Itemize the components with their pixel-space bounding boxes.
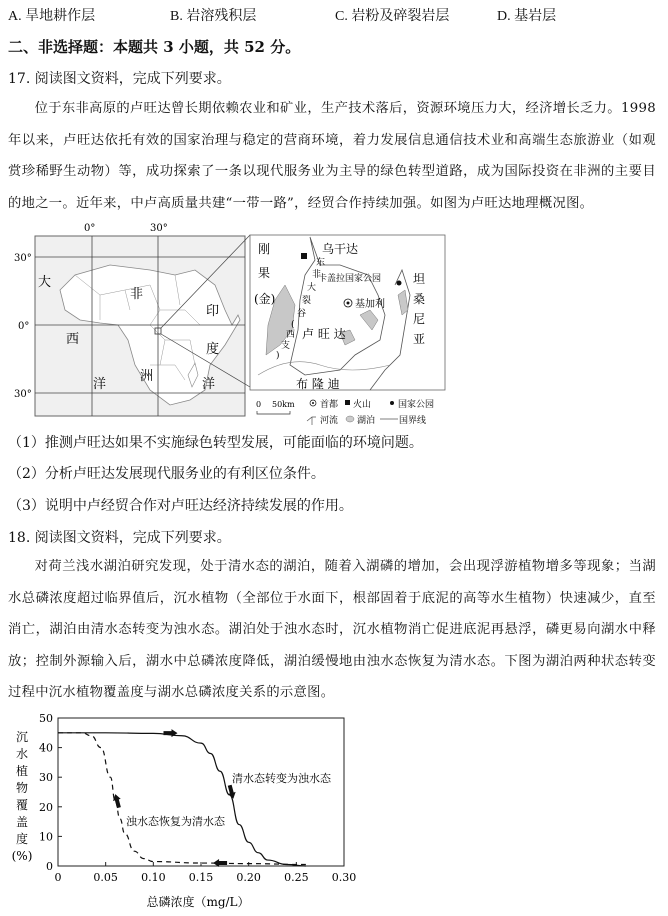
series-line-turbid-to-clear bbox=[58, 733, 306, 865]
y-axis-label-char: 盖 bbox=[15, 815, 29, 829]
series-line-clear-to-turbid bbox=[58, 733, 306, 866]
q17-paragraph bbox=[8, 93, 656, 219]
y-tick-label: 40 bbox=[39, 741, 53, 755]
series-label-forward: 清水态转变为浊水态 bbox=[232, 772, 331, 785]
rift-label-char: 东 bbox=[316, 258, 326, 268]
continent-label: 洲 bbox=[140, 369, 154, 384]
option-letter: B. bbox=[170, 9, 183, 24]
y-tick-label: 20 bbox=[39, 800, 53, 814]
arrow-down-icon bbox=[228, 785, 236, 799]
lon-label: 30° bbox=[150, 223, 168, 234]
q17-subquestion-3: （3）说明中卢经贸合作对卢旺达经济持续发展的作用。 bbox=[8, 498, 353, 514]
rift-label-char: 裂 bbox=[302, 296, 312, 306]
rift-label-char: 支 bbox=[281, 341, 291, 351]
country-label-rwanda: 卢 旺 达 bbox=[302, 327, 346, 341]
y-tick-label: 30 bbox=[39, 771, 53, 785]
q17-subquestion-1: （1）推测卢旺达如果不实施绿色转型发展，可能面临的环境问题。 bbox=[8, 435, 423, 451]
ocean-label: 洋 bbox=[202, 377, 216, 392]
option-text: 岩粉及碎裂岩层 bbox=[351, 9, 450, 24]
rift-label-char: ) bbox=[276, 351, 280, 361]
map-legend bbox=[256, 398, 434, 425]
legend-label: 国界线 bbox=[399, 416, 427, 425]
legend-label: 首都 bbox=[320, 400, 339, 410]
country-label-burundi: 布 隆 迪 bbox=[296, 377, 340, 391]
volcano-icon bbox=[301, 253, 307, 259]
q17-heading: 17. 阅读图文资料，完成下列要求。 bbox=[8, 71, 231, 87]
capital-label: 基加利 bbox=[355, 299, 385, 310]
y-axis-label-char: 植 bbox=[15, 764, 29, 778]
x-tick-label: 0.10 bbox=[141, 871, 166, 884]
ocean-label: 度 bbox=[206, 342, 220, 357]
scale-start: 0 bbox=[256, 400, 262, 409]
africa-inset bbox=[14, 223, 250, 416]
country-label-congo: (金) bbox=[254, 292, 276, 306]
rwanda-detail-map bbox=[250, 235, 445, 391]
ocean-label: 大 bbox=[38, 275, 52, 290]
lake-icon bbox=[346, 416, 354, 422]
scale-end: 50km bbox=[272, 400, 295, 409]
q17-paragraph-text: 位于东非高原的卢旺达曾长期依赖农业和矿业，生产技术落后，资源环境压力大，经济增长乏力。1998年以来，卢旺达依托有效的国家治理与稳定的营商环境，着力发展信息通信技术业和高端生态旅游业（如观赏珍稀野生动物）等，成功探索了一条以现代服务业为主导的绿色转型道路，成为国际投资在非洲的主要目的地之一。近年来，中卢高质量共建“一带一路”，经贸合作持续加强。如图为卢旺达地理概况图。 bbox=[8, 101, 656, 211]
x-tick-label: 0.30 bbox=[331, 871, 357, 884]
q18-paragraph bbox=[8, 551, 656, 709]
country-label-tanzania: 坦 bbox=[413, 272, 426, 286]
ocean-label: 洋 bbox=[93, 377, 107, 392]
x-tick-label: 0.15 bbox=[188, 871, 214, 884]
rift-label-char: 非 bbox=[312, 270, 322, 280]
capital-icon-dot bbox=[347, 302, 350, 305]
park-icon bbox=[390, 401, 394, 405]
option-a bbox=[8, 5, 95, 25]
rift-label-char: ( bbox=[291, 320, 295, 330]
park-icon bbox=[397, 281, 402, 286]
y-axis-label-char: (%) bbox=[11, 849, 33, 863]
section-title: 二、非选择题：本题共 3 小题，共 52 分。 bbox=[8, 38, 301, 56]
x-axis-label: 总磷浓度（mg/L） bbox=[146, 895, 250, 909]
series-label-recovery: 浊水态恢复为清水态 bbox=[126, 815, 225, 828]
option-d bbox=[497, 5, 556, 25]
volcano-icon bbox=[345, 400, 350, 405]
phosphorus-coverage-chart bbox=[0, 705, 360, 916]
country-label-tanzania: 尼 bbox=[413, 312, 426, 326]
park-label: 卡盖拉国家公园 bbox=[318, 274, 382, 284]
x-tick-label: 0.20 bbox=[236, 871, 261, 884]
country-label-congo: 果 bbox=[258, 266, 271, 280]
scale-bar bbox=[257, 411, 290, 414]
q18-heading: 18. 阅读图文资料，完成下列要求。 bbox=[8, 530, 231, 546]
legend-label: 湖泊 bbox=[357, 416, 376, 425]
option-letter: D. bbox=[497, 9, 511, 24]
country-label-tanzania: 亚 bbox=[413, 332, 426, 346]
option-text: 基岩层 bbox=[514, 9, 557, 24]
lat-label: 30° bbox=[14, 253, 32, 264]
capital-icon-dot bbox=[312, 402, 314, 404]
y-axis-label-char: 度 bbox=[15, 832, 29, 846]
option-letter: A. bbox=[8, 9, 22, 24]
x-tick-label: 0 bbox=[54, 871, 62, 884]
y-tick-label: 50 bbox=[39, 712, 53, 725]
rift-label-char: 大 bbox=[307, 283, 317, 293]
river-icon bbox=[307, 417, 316, 425]
option-text: 岩溶残积层 bbox=[186, 9, 257, 24]
option-c bbox=[335, 5, 449, 25]
lat-label: 0° bbox=[18, 321, 30, 332]
continent-label: 非 bbox=[130, 287, 144, 302]
option-letter: C. bbox=[335, 9, 348, 24]
africa-map bbox=[0, 215, 450, 425]
country-label-uganda: 乌干达 bbox=[322, 242, 359, 256]
q18-paragraph-text: 对荷兰浅水湖泊研究发现，处于清水态的湖泊，随着入湖磷的增加，会出现浮游植物增多等现象；当湖水总磷浓度超过临界值后，沉水植物（全部位于水面下，根部固着于底泥的高等水生植物）快速减少，直至消亡，湖泊由清水态转变为浊水态。湖泊处于浊水态时，沉水植物消亡促进底泥再悬浮，磷更易向湖水中释放；控制外源输入后，湖水中总磷浓度降低，湖泊缓慢地由浊水态恢复为清水态。下图为湖泊两种状态转变过程中沉水植物覆盖度与湖水总磷浓度关系的示意图。 bbox=[8, 559, 656, 700]
plot-frame bbox=[58, 718, 344, 866]
option-text: 旱地耕作层 bbox=[25, 9, 96, 24]
lon-label: 0° bbox=[84, 223, 96, 234]
y-tick-label: 10 bbox=[39, 830, 53, 844]
y-tick-label: 0 bbox=[46, 860, 53, 873]
y-axis-label-char: 水 bbox=[15, 747, 29, 761]
x-tick-label: 0.05 bbox=[93, 871, 118, 884]
rift-label-char: 谷 bbox=[297, 309, 307, 319]
y-axis-label-char: 物 bbox=[15, 781, 29, 795]
lat-label: 30° bbox=[14, 389, 32, 400]
legend-label: 火山 bbox=[353, 400, 372, 410]
legend-label: 国家公园 bbox=[398, 400, 435, 410]
q17-subquestion-2: （2）分析卢旺达发展现代服务业的有利区位条件。 bbox=[8, 466, 325, 482]
y-axis-label-char: 覆 bbox=[15, 798, 29, 812]
ocean-label: 西 bbox=[66, 332, 80, 347]
legend-label: 河流 bbox=[320, 416, 339, 425]
country-label-tanzania: 桑 bbox=[413, 292, 426, 306]
y-axis-label-char: 沉 bbox=[15, 730, 29, 744]
x-tick-label: 0.25 bbox=[284, 871, 309, 884]
rift-label-char: 西 bbox=[286, 330, 296, 340]
option-b bbox=[170, 5, 256, 25]
country-label-congo: 刚 bbox=[258, 242, 271, 256]
ocean-label: 印 bbox=[206, 304, 220, 319]
